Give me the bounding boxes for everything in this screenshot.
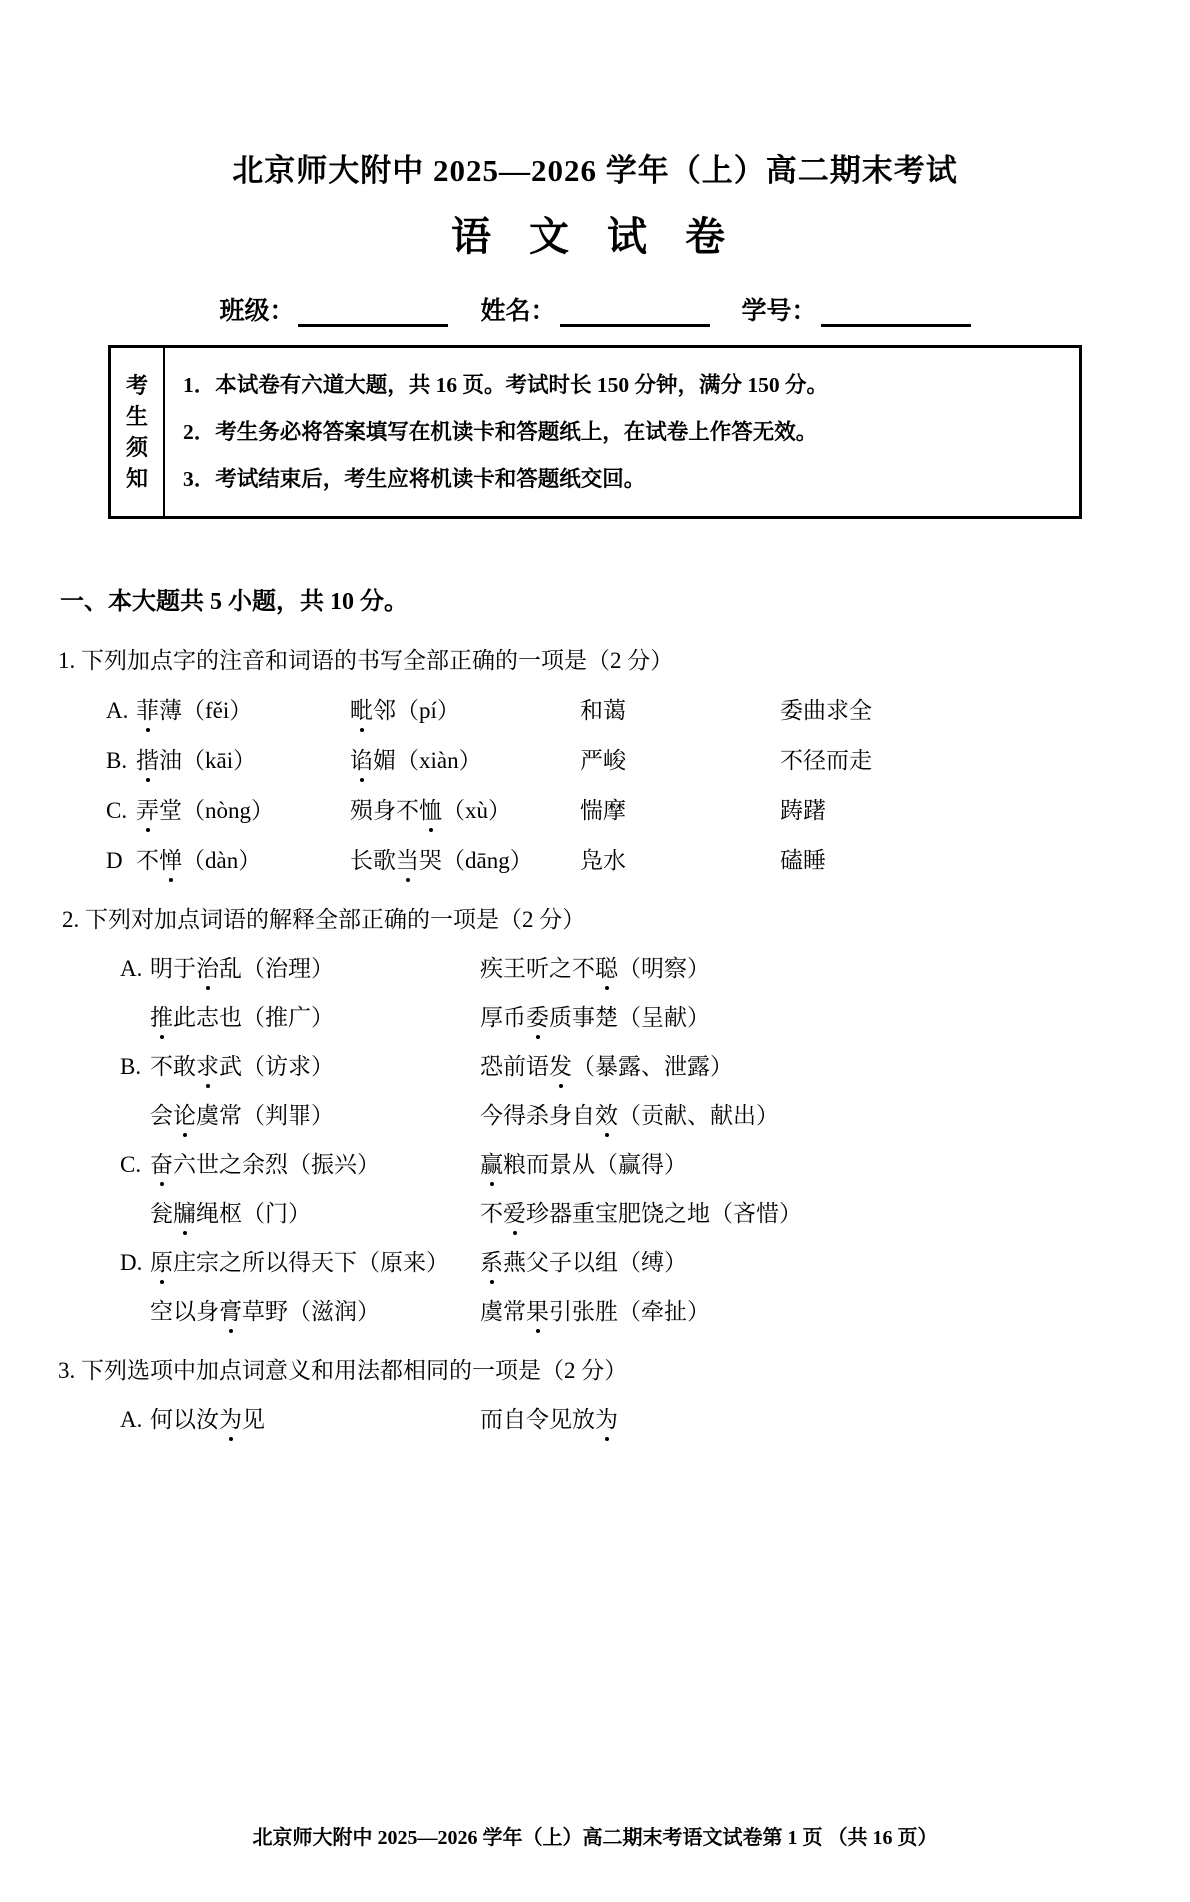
question-2-option-d-line2[interactable] xyxy=(150,1293,1190,1326)
emphasis-dot-char: 推 xyxy=(150,999,173,1032)
notice-side-char-3: 须 xyxy=(125,435,148,461)
option-label: A. xyxy=(120,1407,143,1433)
question-1-stem: 1. 下列加点字的注音和词语的书写全部正确的一项是（2 分） xyxy=(58,648,674,674)
student-id-blank-line[interactable] xyxy=(821,300,971,327)
question-1-option-b[interactable] xyxy=(106,742,1190,775)
student-id-field[interactable] xyxy=(742,291,971,327)
question-2-stem: 2. 下列对加点词语的解释全部正确的一项是（2 分） xyxy=(62,907,586,933)
notice-side-char-2: 生 xyxy=(125,403,148,429)
question-1-option-a[interactable] xyxy=(106,692,1190,725)
question-2-option-c[interactable] xyxy=(120,1146,1190,1179)
question-3-option-a[interactable] xyxy=(120,1401,1190,1434)
option-cell-2: 殒身不恤（xù） xyxy=(350,792,580,825)
emphasis-dot-char: 发 xyxy=(549,1048,572,1081)
notice-side-char-1: 考 xyxy=(125,372,148,398)
emphasis-dot-char: 爱 xyxy=(503,1195,526,1228)
option-cell-3: 严峻 xyxy=(580,748,626,774)
option-cell-left: 原庄宗之所以得天下（原来） xyxy=(150,1244,480,1277)
emphasis-dot-char: 为 xyxy=(595,1401,618,1434)
emphasis-dot-char: 聪 xyxy=(595,950,618,983)
question-2-option-a[interactable] xyxy=(120,950,1190,983)
emphasis-dot-char: 揩 xyxy=(136,742,159,775)
option-label: B. xyxy=(106,748,128,774)
question-2-option-d[interactable] xyxy=(120,1244,1190,1277)
notice-item: 1．本试卷有六道大题，共 16 页。考试时长 150 分钟，满分 150 分。 xyxy=(183,373,829,398)
name-field[interactable] xyxy=(480,291,709,327)
option-label: B. xyxy=(120,1054,142,1080)
option-cell-left: 奋六世之余烈（振兴） xyxy=(150,1146,480,1179)
option-cell-1: 弄堂（nòng） xyxy=(136,792,350,825)
option-cell-3: 和蔼 xyxy=(580,698,626,724)
option-cell-left: 推此志也（推广） xyxy=(150,999,480,1032)
option-cell-right: 而自令见放为 xyxy=(480,1401,618,1434)
question-2-option-b[interactable] xyxy=(120,1048,1190,1081)
option-cell-right: 系燕父子以组（缚） xyxy=(480,1244,687,1277)
option-cell-left: 何以汝为见 xyxy=(150,1401,480,1434)
question-1-option-c[interactable] xyxy=(106,792,1190,825)
question-2-option-a-line2[interactable] xyxy=(150,999,1190,1032)
class-blank-line[interactable] xyxy=(298,300,448,327)
option-cell-left: 空以身膏草野（滋润） xyxy=(150,1293,480,1326)
emphasis-dot-char: 当 xyxy=(396,842,419,875)
emphasis-dot-char: 治 xyxy=(196,950,219,983)
option-cell-right: 厚币委质事楚（呈献） xyxy=(480,999,710,1032)
page-footer: 北京师大附中 2025—2026 学年（上）高二期末考语文试卷第 1 页 （共 16 页） xyxy=(252,1827,938,1849)
option-cell-2: 毗邻（pí） xyxy=(350,692,580,725)
option-label: A. xyxy=(106,698,129,724)
option-cell-4: 磕睡 xyxy=(780,848,826,874)
option-cell-left: 明于治乱（治理） xyxy=(150,950,480,983)
name-label: 姓名： xyxy=(480,298,556,326)
exam-paper-page xyxy=(0,152,1190,1902)
name-blank-line[interactable] xyxy=(560,300,710,327)
option-cell-left: 会论虞常（判罪） xyxy=(150,1097,480,1130)
emphasis-dot-char: 委 xyxy=(526,999,549,1032)
class-field[interactable] xyxy=(219,291,448,327)
option-cell-left: 瓮牖绳枢（门） xyxy=(150,1195,480,1228)
option-label: D. xyxy=(120,1250,143,1276)
option-label: C. xyxy=(120,1152,142,1178)
section-heading: 一、本大题共 5 小题，共 10 分。 xyxy=(60,589,408,616)
emphasis-dot-char: 谄 xyxy=(350,742,373,775)
option-cell-right: 今得杀身自效（贡献、献出） xyxy=(480,1097,779,1130)
page-subtitle: 语 文 试 卷 xyxy=(451,214,739,260)
emphasis-dot-char: 牖 xyxy=(173,1195,196,1228)
option-cell-right: 恐前语发（暴露、泄露） xyxy=(480,1048,733,1081)
option-cell-2: 谄媚（xiàn） xyxy=(350,742,580,775)
emphasis-dot-char: 效 xyxy=(595,1097,618,1130)
identity-row xyxy=(0,291,1190,327)
option-label: A. xyxy=(120,956,143,982)
question-3-stem: 3. 下列选项中加点词意义和用法都相同的一项是（2 分） xyxy=(58,1358,628,1384)
option-cell-1: 菲薄（fěi） xyxy=(136,692,350,725)
option-cell-1: 揩油（kāi） xyxy=(136,742,350,775)
option-cell-right: 疾王听之不聪（明察） xyxy=(480,950,710,983)
emphasis-dot-char: 果 xyxy=(526,1293,549,1326)
option-cell-right: 赢粮而景从（赢得） xyxy=(480,1146,687,1179)
notice-box xyxy=(108,345,1082,519)
emphasis-dot-char: 菲 xyxy=(136,692,159,725)
emphasis-dot-char: 弄 xyxy=(136,792,159,825)
emphasis-dot-char: 奋 xyxy=(150,1146,173,1179)
emphasis-dot-char: 为 xyxy=(219,1401,242,1434)
question-2-option-c-line2[interactable] xyxy=(150,1195,1190,1228)
option-cell-right: 虞常果引张胜（牵扯） xyxy=(480,1293,710,1326)
option-label: C. xyxy=(106,798,128,824)
option-cell-2: 长歌当哭（dāng） xyxy=(350,842,580,875)
class-label: 班级： xyxy=(219,298,295,326)
option-label: D xyxy=(106,848,123,874)
notice-side-char-4: 知 xyxy=(125,466,148,492)
emphasis-dot-char: 恤 xyxy=(419,792,442,825)
student-id-label: 学号： xyxy=(741,298,817,326)
emphasis-dot-char: 求 xyxy=(196,1048,219,1081)
option-cell-left: 不敢求武（访求） xyxy=(150,1048,480,1081)
option-cell-4: 踌躇 xyxy=(780,798,826,824)
emphasis-dot-char: 毗 xyxy=(350,692,373,725)
notice-side-label xyxy=(111,348,165,516)
emphasis-dot-char: 膏 xyxy=(219,1293,242,1326)
option-cell-3: 凫水 xyxy=(580,848,626,874)
question-1-option-d[interactable] xyxy=(106,842,1190,875)
page-title: 北京师大附中 2025—2026 学年（上）高二期末考试 xyxy=(232,153,958,188)
emphasis-dot-char: 惮 xyxy=(159,842,182,875)
question-2-option-b-line2[interactable] xyxy=(150,1097,1190,1130)
notice-body xyxy=(165,348,1079,516)
emphasis-dot-char: 论 xyxy=(173,1097,196,1130)
option-cell-1: 不惮（dàn） xyxy=(136,842,350,875)
emphasis-dot-char: 赢 xyxy=(480,1146,503,1179)
emphasis-dot-char: 系 xyxy=(480,1244,503,1277)
emphasis-dot-char: 原 xyxy=(150,1244,173,1277)
option-cell-3: 惴摩 xyxy=(580,798,626,824)
option-cell-4: 委曲求全 xyxy=(780,698,872,724)
notice-item: 2．考生务必将答案填写在机读卡和答题纸上，在试卷上作答无效。 xyxy=(183,420,818,445)
option-cell-right: 不爱珍器重宝肥饶之地（吝惜） xyxy=(480,1195,802,1228)
option-cell-4: 不径而走 xyxy=(780,748,872,774)
notice-item: 3．考试结束后，考生应将机读卡和答题纸交回。 xyxy=(183,466,646,491)
